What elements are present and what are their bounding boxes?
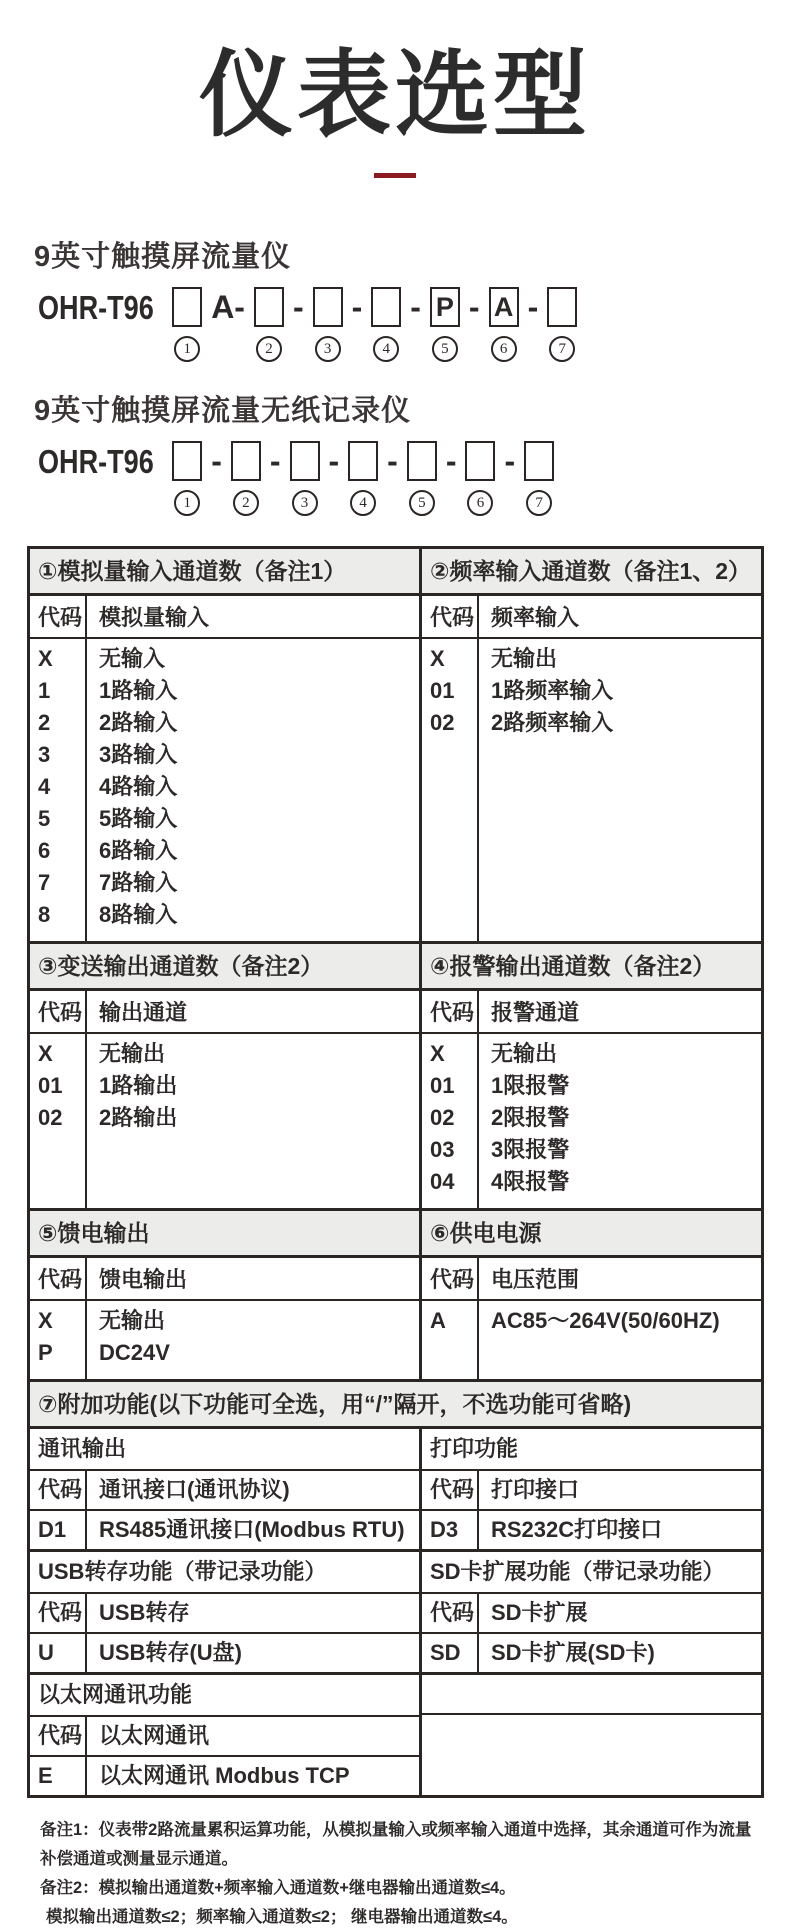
table-band [30, 941, 761, 1208]
code-cell: 7 [38, 869, 51, 895]
code-cell: SD [422, 1634, 479, 1672]
code-header-row [422, 596, 761, 639]
code-box [254, 287, 284, 327]
value-column [87, 1301, 419, 1379]
code-cell: 8 [38, 901, 51, 927]
model-heading: 9英寸触摸屏流量仪 [34, 240, 292, 273]
table-half-right [422, 549, 761, 941]
option-row [30, 1632, 419, 1672]
code-separator: - [527, 288, 539, 325]
code-cell: X [430, 1040, 445, 1066]
code-position [348, 441, 378, 516]
section-body [30, 639, 419, 941]
empty-cell [422, 1715, 761, 1795]
code-header-row [30, 596, 419, 639]
code-column [30, 1034, 87, 1208]
notes [40, 1816, 760, 1932]
table-half-left [30, 1675, 422, 1795]
code-cell: 3 [38, 741, 51, 767]
code-box [348, 441, 378, 481]
code-box [172, 441, 202, 481]
value-header-label: USB转存 [99, 1599, 190, 1625]
position-number: 7 [549, 336, 575, 362]
value-cell: USB转存(U盘) [99, 1639, 242, 1665]
option-row [30, 1755, 419, 1795]
value-header-label: 馈电输出 [99, 1266, 188, 1292]
value-cell: RS232C打印接口 [491, 1516, 663, 1542]
code-column [422, 639, 479, 941]
value-header-label: 频率输入 [491, 604, 580, 630]
value-column [87, 1034, 419, 1208]
table-half-left [30, 944, 422, 1208]
code-position [172, 441, 202, 516]
code-header-row [30, 1592, 419, 1632]
model-code-line [38, 287, 790, 362]
position-number: 7 [526, 490, 552, 516]
table-band [30, 1549, 761, 1672]
value-cell: 5路输入 [99, 805, 178, 831]
code-cell: D3 [422, 1511, 479, 1549]
code-header-row [422, 991, 761, 1034]
code-header-label: 代码 [422, 991, 479, 1032]
code-cell: 6 [38, 837, 51, 863]
section-title: ③变送输出通道数（备注2） [30, 944, 419, 991]
code-box: P [430, 287, 460, 327]
code-column [422, 1034, 479, 1208]
position-number: 5 [432, 336, 458, 362]
spec-table [27, 546, 764, 1798]
code-position [430, 287, 460, 362]
value-cell: 2路频率输入 [491, 709, 614, 735]
code-cell: D1 [30, 1511, 87, 1549]
code-header-row [422, 1592, 761, 1632]
section-body [30, 1301, 419, 1379]
value-cell: 无输出 [491, 645, 558, 671]
code-header-label: 代码 [30, 1258, 87, 1299]
note-line: 备注1：仪表带2路流量累积运算功能，从模拟量输入或频率输入通道中选择，其余通道可作为流量 [40, 1820, 752, 1839]
code-column [30, 1301, 87, 1379]
code-cell: A [430, 1307, 446, 1333]
code-separator: - [504, 442, 516, 479]
code-header-label: 代码 [422, 596, 479, 637]
value-cell: 4限报警 [491, 1168, 570, 1194]
code-cell: U [30, 1634, 87, 1672]
value-header-label: 模拟量输入 [99, 604, 210, 630]
position-number: 3 [292, 490, 318, 516]
code-position [231, 441, 261, 516]
value-header-label: SD卡扩展 [491, 1599, 588, 1625]
code-box [465, 441, 495, 481]
code-cell: 01 [430, 677, 455, 703]
table-half-left [30, 1552, 422, 1672]
section-title: ①模拟量输入通道数（备注1） [30, 549, 419, 596]
code-box [290, 441, 320, 481]
position-number: 1 [174, 336, 200, 362]
position-number: 4 [350, 490, 376, 516]
table-half-left [30, 1429, 422, 1549]
subsection-title: USB转存功能（带记录功能） [38, 1558, 327, 1584]
option-row [422, 1509, 761, 1549]
subsection-title: 通讯输出 [38, 1435, 127, 1461]
position-number: 2 [233, 490, 259, 516]
code-column [30, 639, 87, 941]
code-cell: 04 [430, 1168, 455, 1194]
value-cell: 1限报警 [491, 1072, 570, 1098]
value-header-label: 以太网通讯 [99, 1722, 210, 1748]
value-column [479, 1034, 761, 1208]
value-cell: 以太网通讯 Modbus TCP [99, 1762, 350, 1788]
position-number: 3 [315, 336, 341, 362]
model-selection-area [34, 234, 790, 516]
table-band [30, 1208, 761, 1379]
code-header-row [30, 1469, 419, 1509]
code-box [313, 287, 343, 327]
value-header-label: 输出通道 [99, 999, 188, 1025]
value-cell: RS485通讯接口(Modbus RTU) [99, 1516, 405, 1542]
section-title: ②频率输入通道数（备注1、2） [422, 549, 761, 596]
section-title: ⑥供电电源 [422, 1211, 761, 1258]
code-header-row [30, 991, 419, 1034]
position-number: 6 [491, 336, 517, 362]
position-number: 6 [467, 490, 493, 516]
position-number: 1 [174, 490, 200, 516]
table-half-right [422, 1211, 761, 1379]
value-header-label: 报警通道 [491, 999, 580, 1025]
section-title: ⑤馈电输出 [30, 1211, 419, 1258]
value-column [87, 639, 419, 941]
section-body [422, 639, 761, 941]
note-line: 补偿通道或测量显示通道。 [40, 1849, 238, 1868]
code-box [231, 441, 261, 481]
code-position [254, 287, 284, 362]
code-box [371, 287, 401, 327]
code-header-label: 代码 [30, 1471, 87, 1509]
value-cell: 3限报警 [491, 1136, 570, 1162]
code-header-row [30, 1715, 419, 1755]
table-half-left [30, 1211, 422, 1379]
code-cell: X [38, 1307, 53, 1333]
code-cell: 01 [38, 1072, 63, 1098]
code-header-label: 代码 [422, 1471, 479, 1509]
value-cell: 2路输入 [99, 709, 178, 735]
table-band [30, 1426, 761, 1549]
code-header-label: 代码 [30, 1594, 87, 1632]
subsection-title: SD卡扩展功能（带记录功能） [430, 1558, 725, 1584]
code-cell: 01 [430, 1072, 455, 1098]
code-cell: 02 [38, 1104, 63, 1130]
section-body [422, 1301, 761, 1379]
model-prefix: OHR-T96 [38, 442, 154, 480]
code-header-row [30, 1258, 419, 1301]
code-cell: 4 [38, 773, 51, 799]
value-cell: 1路输入 [99, 677, 178, 703]
option-row [422, 1632, 761, 1672]
code-cell: P [38, 1339, 53, 1365]
value-cell: AC85～264V(50/60HZ) [491, 1307, 720, 1333]
value-cell: 无输出 [491, 1040, 558, 1066]
code-header-row [422, 1258, 761, 1301]
code-cell: E [30, 1757, 87, 1795]
code-cell: 02 [430, 1104, 455, 1130]
value-cell: SD卡扩展(SD卡) [491, 1639, 655, 1665]
page-title: 仪表选型 [198, 42, 591, 147]
code-cell: X [38, 1040, 53, 1066]
model-block-recorder [34, 388, 790, 516]
code-separator: - [351, 288, 363, 325]
position-number: 4 [373, 336, 399, 362]
red-divider [374, 173, 416, 178]
value-cell: 7路输入 [99, 869, 178, 895]
model-block-flowmeter [34, 234, 790, 362]
code-position [489, 287, 519, 362]
model-code-line [38, 441, 790, 516]
table-band [30, 549, 761, 941]
code-cell: 1 [38, 677, 51, 703]
value-column [479, 1301, 761, 1379]
empty-cell [422, 1675, 761, 1715]
value-cell: 2限报警 [491, 1104, 570, 1130]
code-separator: - [328, 442, 340, 479]
code-separator: - [292, 288, 304, 325]
code-box: A [489, 287, 519, 327]
code-position [547, 287, 577, 362]
model-heading: 9英寸触摸屏流量无纸记录仪 [34, 394, 412, 427]
code-box [547, 287, 577, 327]
code-box [172, 287, 202, 327]
code-cell: 03 [430, 1136, 455, 1162]
subsection-title: 以太网通讯功能 [38, 1681, 193, 1707]
model-prefix: OHR-T96 [38, 288, 154, 326]
code-header-label: 代码 [30, 596, 87, 637]
subsection-title: 打印功能 [430, 1435, 519, 1461]
section-title: ④报警输出通道数（备注2） [422, 944, 761, 991]
value-cell: 1路输出 [99, 1072, 178, 1098]
code-position [465, 441, 495, 516]
value-cell: 4路输入 [99, 773, 178, 799]
position-number: 2 [256, 336, 282, 362]
code-position [407, 441, 437, 516]
code-separator: - [211, 442, 222, 479]
value-cell: 无输出 [99, 1040, 166, 1066]
code-header-label: 代码 [30, 991, 87, 1032]
note-line: 备注2：模拟输出通道数+频率输入通道数+继电器输出通道数≤4。 [40, 1878, 516, 1897]
code-header-label: 代码 [422, 1594, 479, 1632]
code-cell: X [430, 645, 445, 671]
note-line: 模拟输出通道数≤2；频率输入通道数≤2； 继电器输出通道数≤4。 [46, 1907, 518, 1926]
code-box [407, 441, 437, 481]
code-separator: A- [211, 288, 245, 325]
code-position [371, 287, 401, 362]
code-header-row [422, 1469, 761, 1509]
additional-functions-header: ⑦附加功能(以下功能可全选，用“/”隔开，不选功能可省略) [30, 1379, 761, 1426]
value-cell: 无输出 [99, 1307, 166, 1333]
code-position [172, 287, 202, 362]
table-half-right [422, 1675, 761, 1795]
option-row [30, 1509, 419, 1549]
table-half-right [422, 1552, 761, 1672]
value-cell: 6路输入 [99, 837, 178, 863]
value-header-label: 通讯接口(通讯协议) [99, 1476, 290, 1502]
value-cell: 无输入 [99, 645, 166, 671]
code-box [524, 441, 554, 481]
table-band [30, 1672, 761, 1795]
value-header-label: 打印接口 [491, 1476, 580, 1502]
value-cell: 8路输入 [99, 901, 178, 927]
table-half-right [422, 944, 761, 1208]
code-cell: 2 [38, 709, 51, 735]
code-separator: - [269, 442, 281, 479]
code-position [290, 441, 320, 516]
value-cell: 1路频率输入 [491, 677, 614, 703]
table-half-right [422, 1429, 761, 1549]
section-body [422, 1034, 761, 1208]
code-column [422, 1301, 479, 1379]
code-separator: - [445, 442, 457, 479]
code-position [524, 441, 554, 516]
code-header-label: 代码 [30, 1717, 87, 1755]
code-cell: X [38, 645, 53, 671]
code-cell: 02 [430, 709, 455, 735]
value-column [479, 639, 761, 941]
table-half-left [30, 549, 422, 941]
value-header-label: 电压范围 [491, 1266, 580, 1292]
code-separator: - [410, 288, 421, 325]
section-body [30, 1034, 419, 1208]
value-cell: DC24V [99, 1339, 170, 1365]
code-cell: 5 [38, 805, 51, 831]
code-position [313, 287, 343, 362]
value-cell: 3路输入 [99, 741, 178, 767]
code-separator: - [387, 442, 398, 479]
code-separator: - [468, 288, 480, 325]
value-cell: 2路输出 [99, 1104, 178, 1130]
position-number: 5 [409, 490, 435, 516]
code-header-label: 代码 [422, 1258, 479, 1299]
